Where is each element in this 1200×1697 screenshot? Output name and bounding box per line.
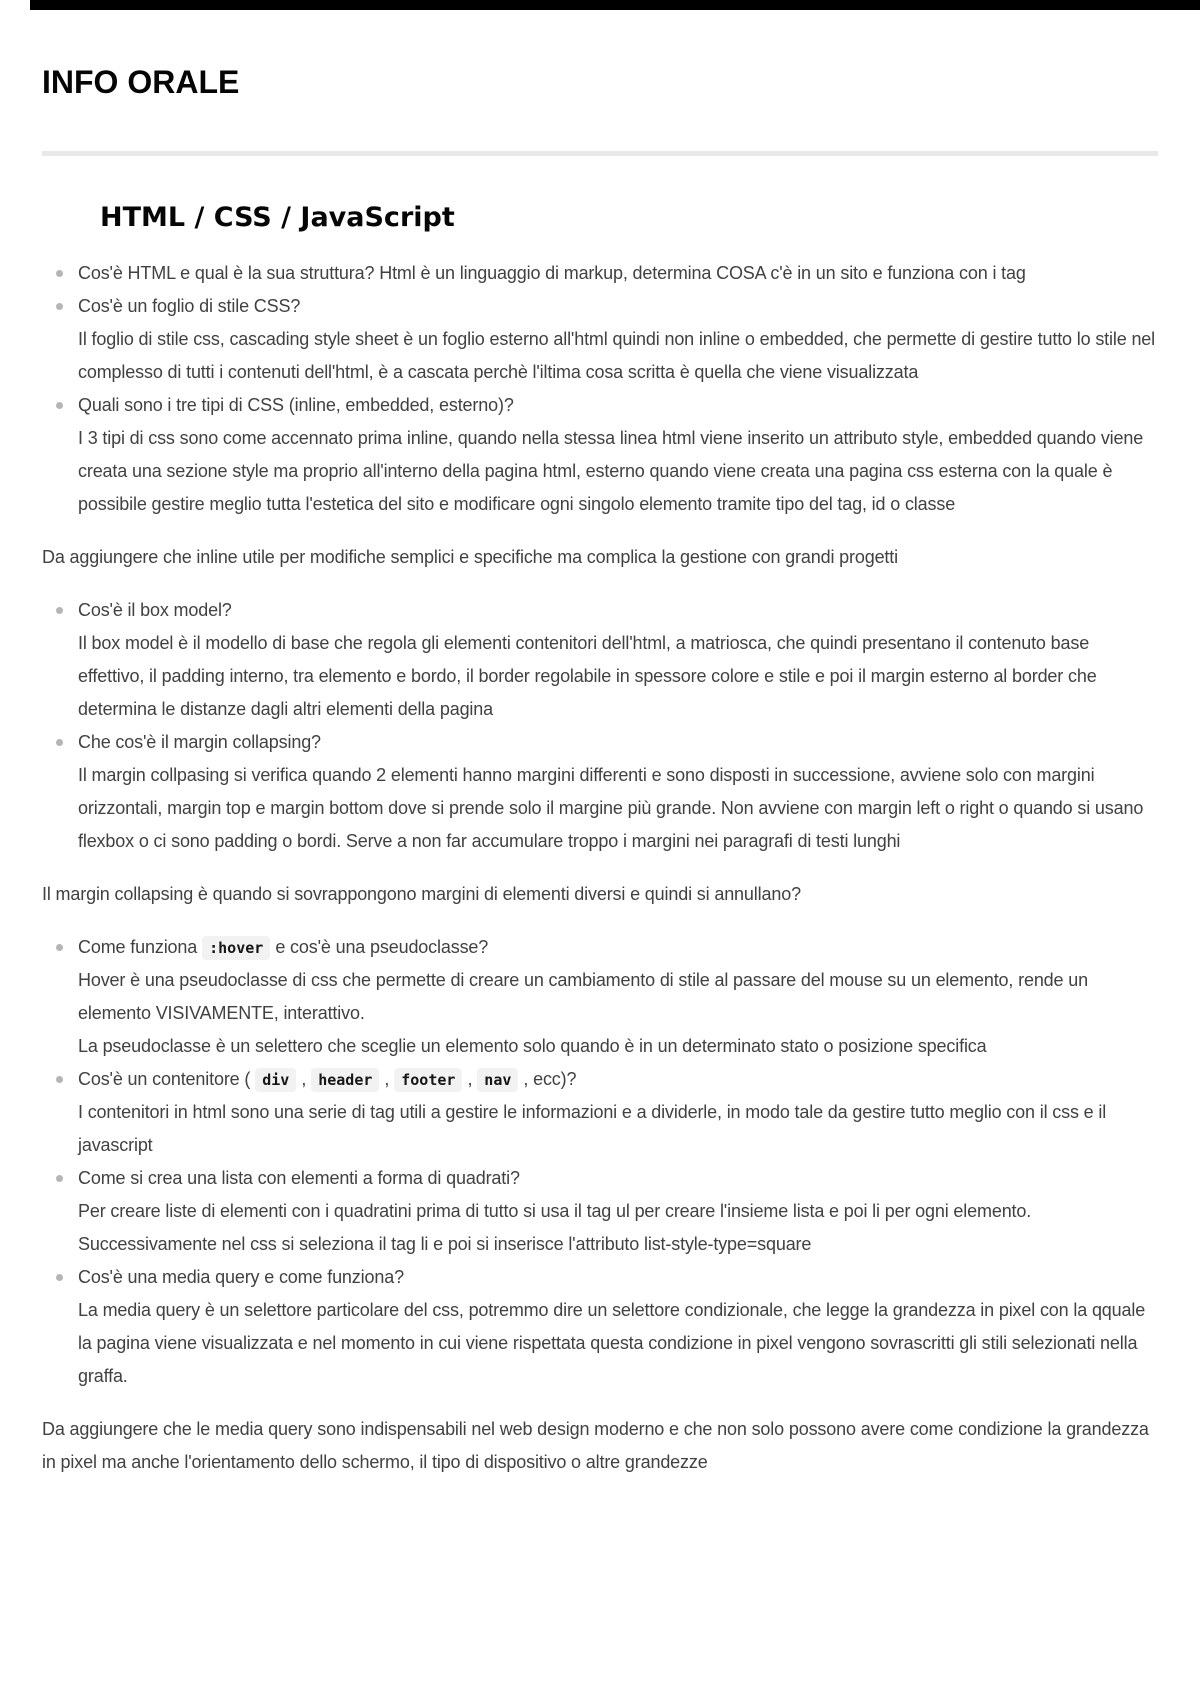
bullet-icon [56,739,63,746]
bullet-icon [56,1274,63,1281]
code-chip-header: header [311,1068,379,1092]
document-body [42,257,1158,1479]
answer: I contenitori in html sono una serie di tag utili a gestire le informazioni e a dividerle, in modo tale da gestire tutto meglio con il css e il javascript [78,1102,1107,1155]
answer: Il box model è il modello di base che regola gli elementi contenitori dell'html, a matriosca, che quindi presentano il contenuto base effettivo, il padding interno, tra elemento e bordo, il border regolabile in spessore colore e stile e poi il margin esterno al border che determina le distanze dagli altri elementi della pagina [78,633,1097,719]
section-title: HTML / CSS / JavaScript [100,202,455,233]
question: Che cos'è il margin collapsing? [78,732,321,752]
question: Come si crea una lista con elementi a forma di quadrati? [78,1168,520,1188]
code-chip-hover: :hover [202,936,270,960]
qa-item-media-query [78,1261,1158,1393]
qa-item-hover [78,931,1158,1063]
bullet-icon [56,1175,63,1182]
answer: Il margin collpasing si verifica quando 2 elementi hanno margini differenti e sono disposti in successione, avviene solo con margini orizzontali, margin top e margin bottom dove si prende solo il margine più grande. Non avviene con margin left o right o quando si usano flexbox o ci sono padding o bordi. Serve a non far accumulare troppo i margini nei paragrafi di testi lunghi [78,765,1144,851]
bullet-icon [56,607,63,614]
question-text: Come funziona [78,937,198,957]
answer: Hover è una pseudoclasse di css che permette di creare un cambiamento di stile al passare del mouse su un elemento, rende un elemento VISIVAMENTE, interattivo. [78,970,1088,1023]
question: Cos'è il box model? [78,600,232,620]
bullet-icon [56,402,63,409]
qa-item-square-list [78,1162,1158,1261]
note-paragraph-collapsing: Il margin collapsing è quando si sovrappongono margini di elementi diversi e quindi si annullano? [42,884,801,904]
separator: , [301,1069,307,1089]
separator: , [467,1069,473,1089]
answer: Per creare liste di elementi con i quadratini prima di tutto si usa il tag ul per creare l'insieme lista e poi li per ogni elemento. Successivamente nel css si seleziona il tag li e poi si inserisce l'attributo list-style-type=square [78,1201,1032,1254]
question: Cos'è una media query e come funziona? [78,1267,404,1287]
qa-item-css-stylesheet [78,290,1158,389]
top-edge-bar [30,0,1200,10]
question [78,1063,1158,1096]
question-text: Cos'è un contenitore ( [78,1069,251,1089]
question [78,931,1158,964]
answer: La media query è un selettore particolare del css, potremmo dire un selettore condizionale, che legge la grandezza in pixel con la qquale la pagina viene visualizzata e nel momento in cui viene rispettata questa condizione in pixel vengono sovrascritti gli stili selezionati nella graffa. [78,1300,1146,1386]
answer: La pseudoclasse è un selettero che sceglie un elemento solo quando è in un determinato stato o posizione specifica [78,1036,987,1056]
bullet-icon [56,1076,63,1083]
qa-item-boxmodel [78,594,1158,726]
question-text: , ecc)? [523,1069,577,1089]
qa-item-html [78,257,1158,290]
page-title: INFO ORALE [42,64,240,100]
qa-item-containers [78,1063,1158,1162]
question: Cos'è un foglio di stile CSS? [78,296,301,316]
qa-item-css-types [78,389,1158,521]
question-text: e cos'è una pseudoclasse? [275,937,489,957]
separator: , [384,1069,390,1089]
bullet-icon [56,944,63,951]
qa-list-boxmodel [42,594,1158,858]
code-chip-footer: footer [394,1068,462,1092]
note-paragraph-mediaquery: Da aggiungere che le media query sono indispensabili nel web design moderno e che non solo possono avere come condizione la grandezza in pixel ma anche l'orientamento dello schermo, il tipo di dispositivo o altre grandezze [42,1419,1149,1472]
qa-list-basics [42,257,1158,521]
section-divider [42,151,1158,156]
question: Quali sono i tre tipi di CSS (inline, embedded, esterno)? [78,395,514,415]
answer: I 3 tipi di css sono come accennato prima inline, quando nella stessa linea html viene inserito un attributo style, embedded quando viene creata una sezione style ma proprio all'interno della pagina html, esterno quando viene creata una pagina css esterna con la quale è possibile gestire meglio tutta l'estetica del sito e modificare ogni singolo elemento tramite tipo del tag, id o classe [78,428,1144,514]
code-chip-div: div [255,1068,296,1092]
note-paragraph-inline: Da aggiungere che inline utile per modifiche semplici e specifiche ma complica la gestione con grandi progetti [42,547,898,567]
question: Cos'è HTML e qual è la sua struttura? Html è un linguaggio di markup, determina COSA c'è in un sito e funziona con i tag [78,263,1026,283]
bullet-icon [56,303,63,310]
qa-item-margin-collapsing [78,726,1158,858]
qa-list-selectors [42,931,1158,1393]
bullet-icon [56,270,63,277]
answer: Il foglio di stile css, cascading style sheet è un foglio esterno all'html quindi non inline o embedded, che permette di gestire tutto lo stile nel complesso di tutti i contenuti dell'html, è a cascata perchè l'iltima cosa scritta è quella che viene visualizzata [78,329,1156,382]
code-chip-nav: nav [477,1068,518,1092]
